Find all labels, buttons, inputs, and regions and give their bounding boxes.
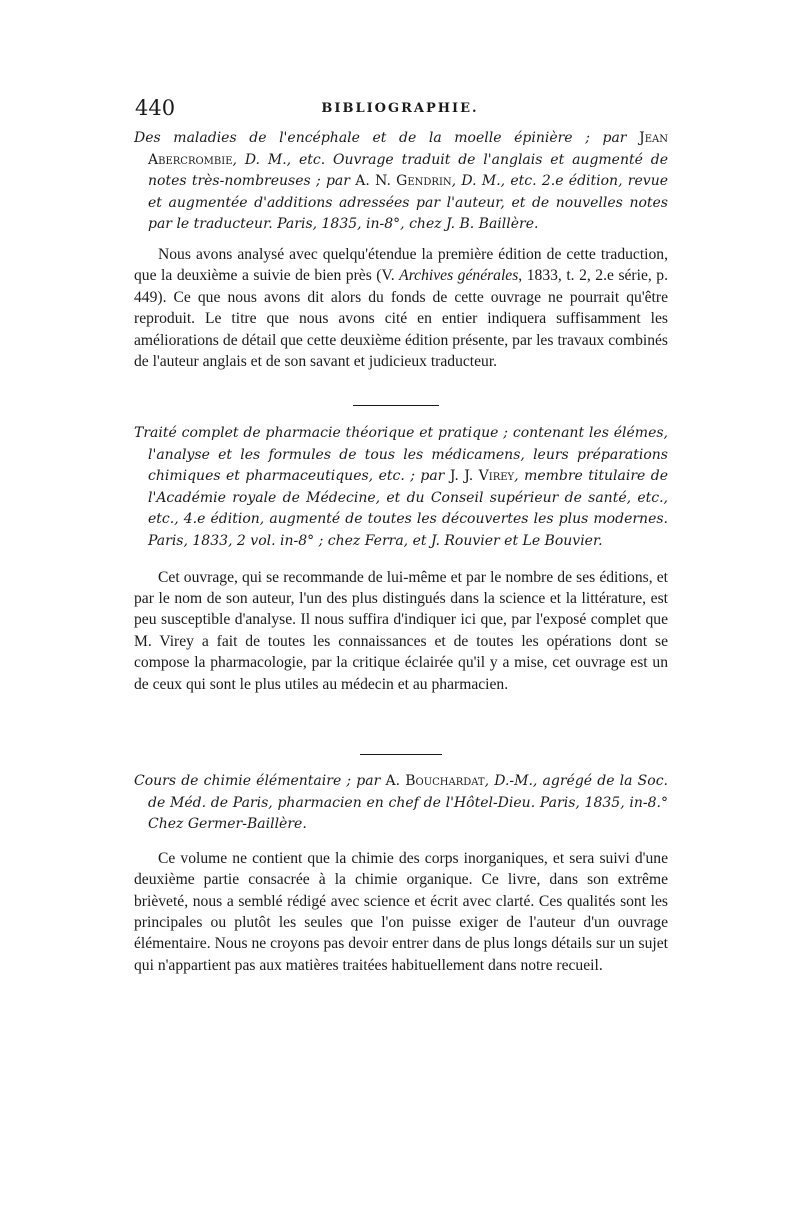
citation-3-rest: , D.-M., agrégé de la Soc. de Méd. de Paris, pharmacien en chef de l'Hôtel-Dieu. Paris, 1835, in-8.° Chez Germer-Baillère. — [148, 773, 668, 833]
review-1-journal: Archives générales — [399, 267, 519, 285]
citation-3-title: Cours de chimie élémentaire ; par — [134, 773, 386, 789]
citation-1-translator: A. N. Gendrin — [355, 173, 452, 190]
bibliography-entry-3 — [134, 771, 668, 976]
citation-2-rest: , membre titulaire de l'Académie royale de Médecine, et du Conseil supérieur de santé, etc., etc., 4.e édition, augmenté de toutes les découvertes les plus modernes. Paris, 1833, 2 vol. in-8° ; chez Ferra, et J. Rouvier et Le Bouvier. — [148, 468, 669, 549]
citation-3 — [134, 771, 668, 836]
section-divider-2 — [360, 754, 442, 755]
review-2: Cet ouvrage, qui se recommande de lui-même et par le nombre de ses éditions, et par le nom de son auteur, l'un des plus distingués dans la science et la littérature, est peu susceptible d'analyse. Il nous suffira d'indiquer ici que, par l'exposé complet que M. Virey a fait de toutes les connaissances et de toutes les opérations dont se compose la pharmacologie, par la critique éclairée qu'il y a mise, cet ouvrage est un de ceux qui sont le plus utiles au médecin et au pharmacien. — [134, 568, 668, 693]
citation-1-author: Jean Abercrombie — [148, 130, 668, 168]
citation-1 — [134, 128, 668, 236]
citation-1-rest: , D. M., etc. 2.e édition, revue et augmentée d'additions adressées par l'auteur, et de nouvelles notes par le traducteur. Paris, 1835, in-8°, chez J. B. Baillère. — [148, 173, 668, 233]
citation-1-title: Des maladies de l'encéphale et de la moelle épinière ; par — [134, 130, 640, 146]
review-1-part1: Nous avons analysé avec quelqu'étendue la première édition de cette traduction, que la deuxième a suivie de bien près (V. — [134, 245, 668, 285]
citation-2-author: J. J. Virey — [449, 468, 515, 485]
citation-2 — [134, 423, 668, 553]
section-divider-1 — [353, 405, 439, 406]
review-3: Ce volume ne contient que la chimie des corps inorganiques, et sera suivi d'une deuxième partie consacrée à la chimie organique. Ce livre, dans son extrême brièveté, nous a semblé rédigé avec science et écrit avec clarté. Ces qualités sont les principales ou plutôt les seules que l'on puisse exiger de l'auteur d'un ouvrage élémentaire. Nous ne croyons pas devoir entrer dans de plus longs détails sur un sujet qui n'appartient pas aux matières traitées habituellement dans notre recueil. — [134, 849, 668, 974]
review-1 — [134, 244, 668, 372]
bibliography-entry-2 — [134, 423, 668, 695]
citation-3-author: A. Bouchardat — [385, 773, 485, 789]
page-number: 440 — [135, 96, 176, 120]
citation-1-after-author: , D. M., etc. Ouvrage traduit de l'anglais et augmenté de notes très-nombreuses ; par — [148, 151, 668, 190]
running-title: BIBLIOGRAPHIE. — [321, 101, 479, 116]
citation-2-title: Traité complet de pharmacie théorique et pratique ; contenant les élémes, l'analyse et les formules de tous les médicamens, leurs préparations chimiques et pharmaceutiques, etc. ; par — [134, 425, 668, 485]
bibliography-entry-1 — [134, 128, 668, 372]
review-1-part2: , 1833, t. 2, 2.e série, p. 449). Ce que nous avons dit alors du fonds de cette ouvrage ne pourrait qu'être reproduit. Le titre que nous avons cité en entier indiquera suffisamment les améliorations de détail que cette deuxième édition présente, par les travaux combinés de l'auteur anglais et de son savant et judicieux traducteur. — [134, 267, 669, 370]
